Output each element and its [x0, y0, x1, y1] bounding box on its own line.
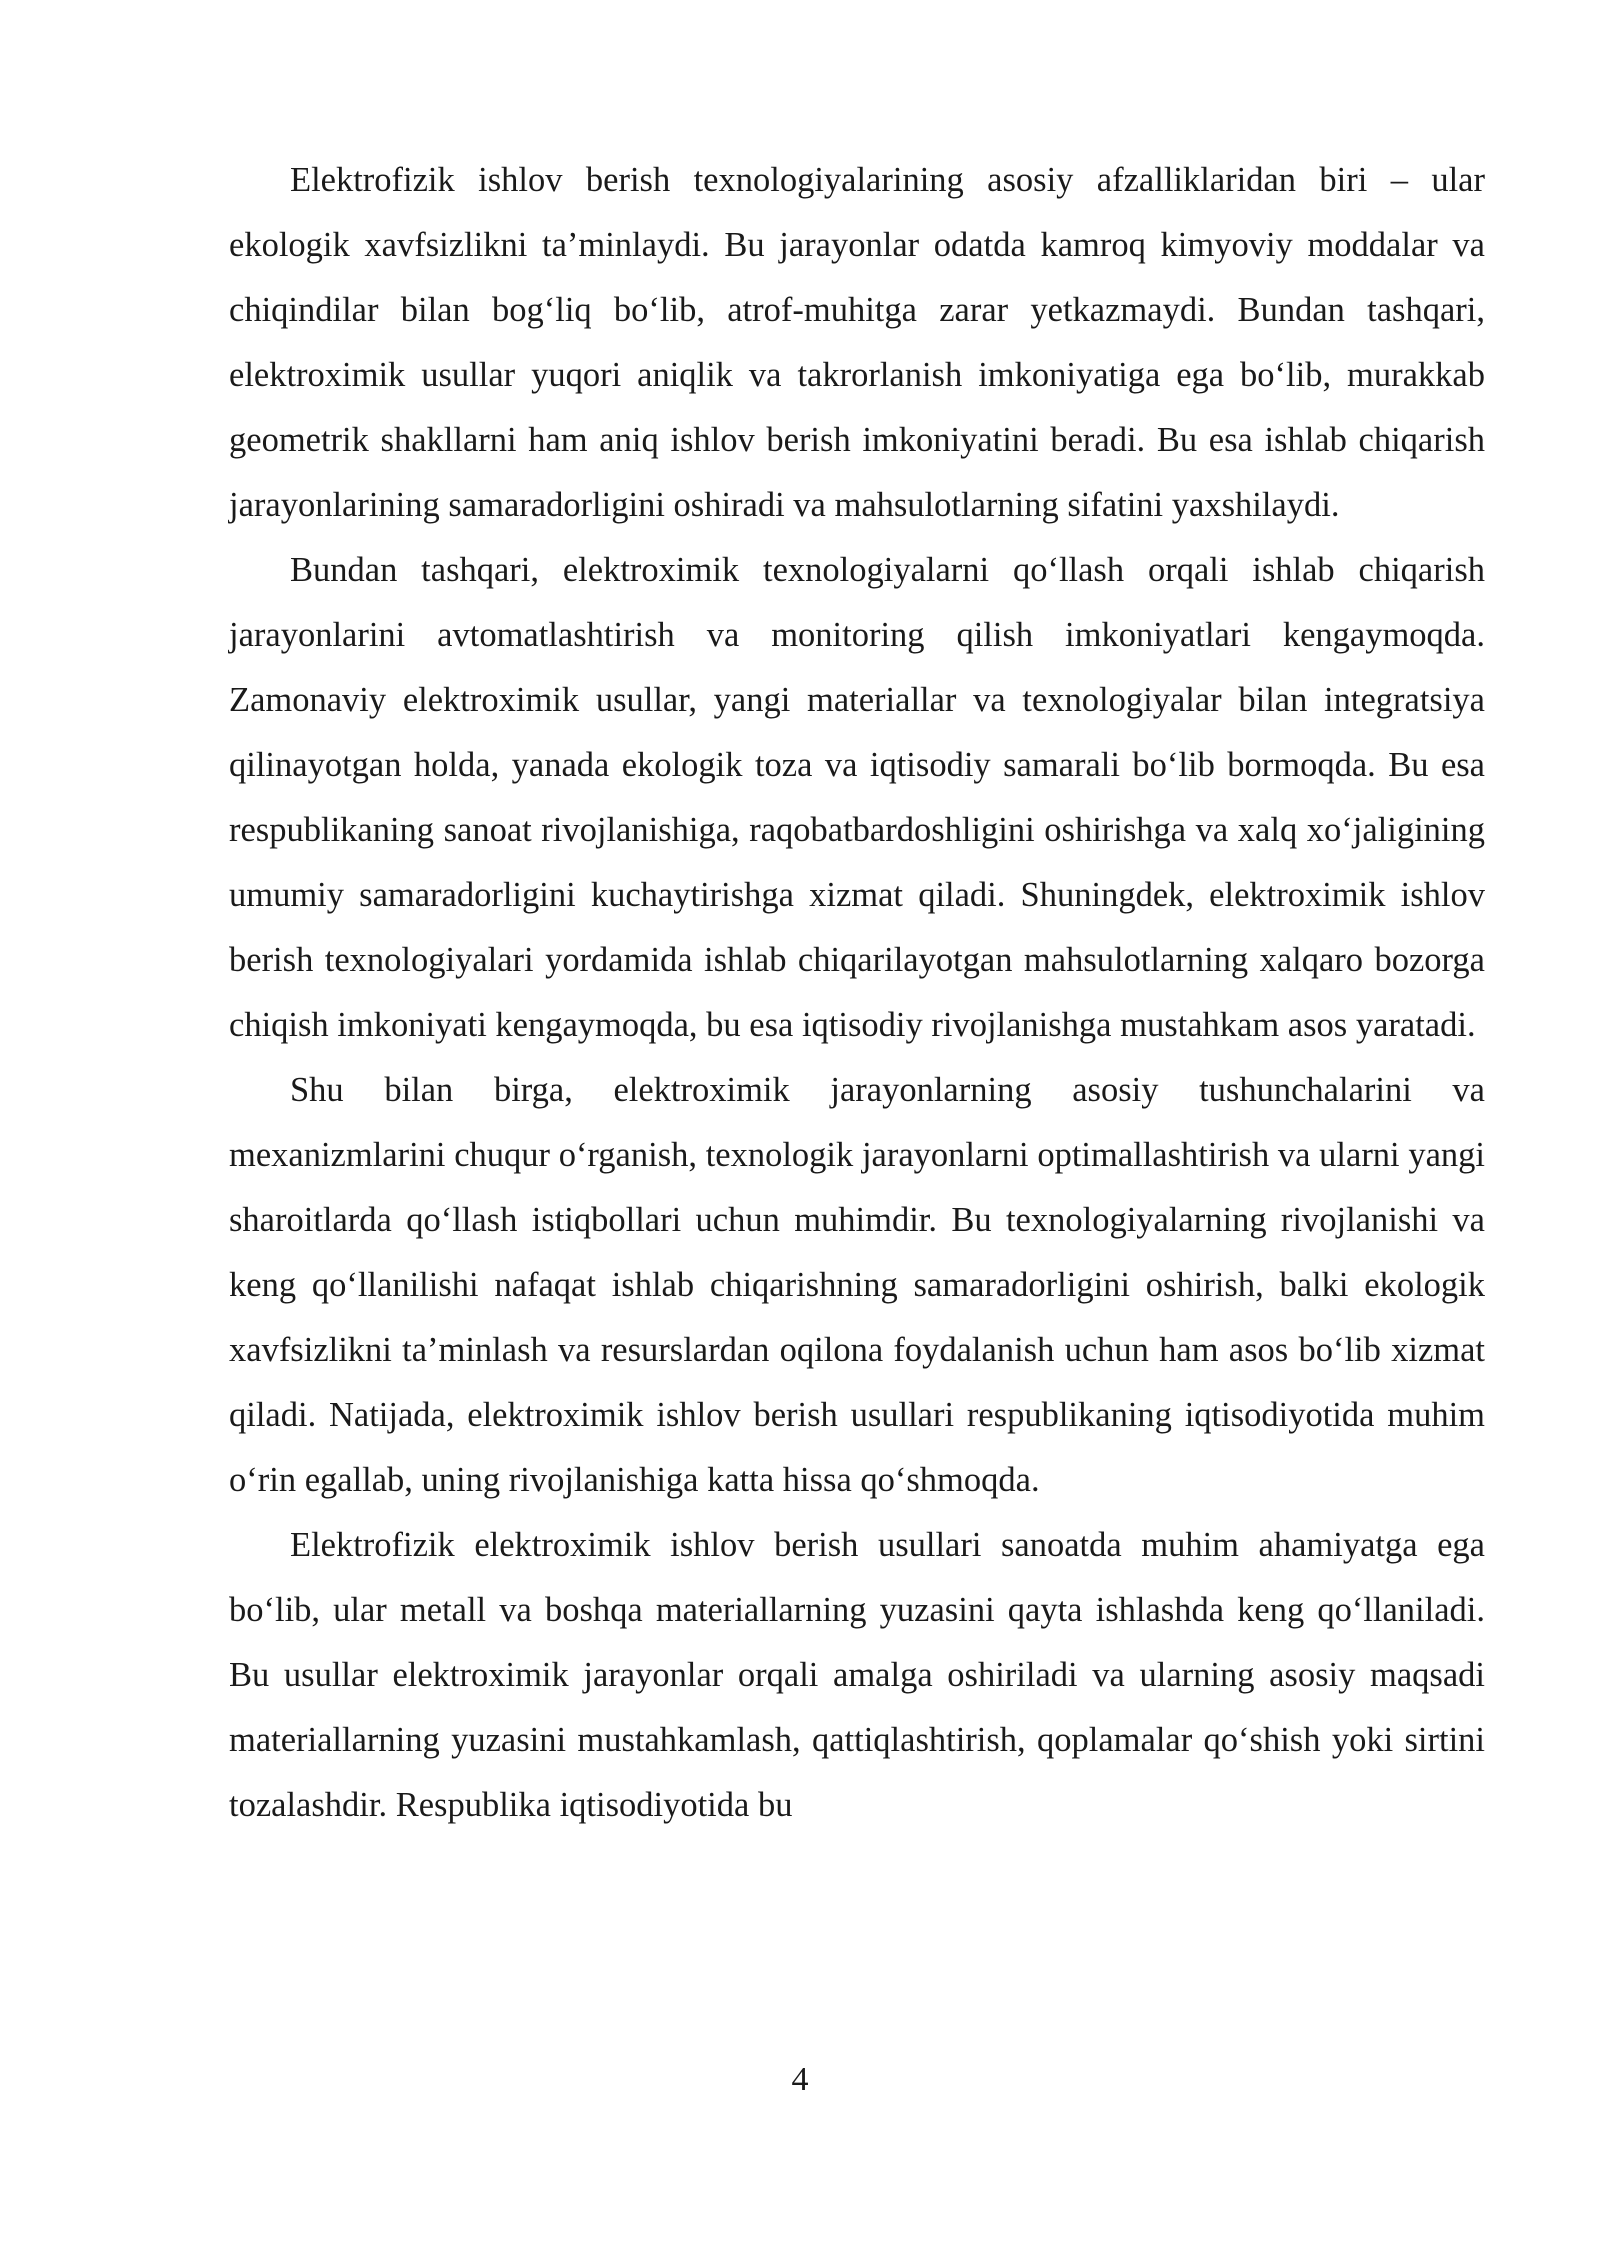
paragraph-4: Elektrofizik elektroximik ishlov berish usullari sanoatda muhim ahamiyatga ega bo‘lib, ular metall va boshqa materiallarning yuzasini qayta ishlashda keng qo‘llaniladi. Bu usullar elektroximik jarayonlar orqali amalga oshiriladi va ularning asosiy maqsadi materiallarning yuzasini mustahkamlash, qattiqlashtirish, qoplamalar qo‘shish yoki sirtini tozalashdir. Respublika iqtisodiyotida bu	[229, 1526, 1485, 1824]
paragraph-2: Bundan tashqari, elektroximik texnologiyalarni qo‘llash orqali ishlab chiqarish jarayonlarini avtomatlashtirish va monitoring qilish imkoniyatlari kengaymoqda. Zamonaviy elektroximik usullar, yangi materiallar va texnologiyalar bilan integratsiya qilinayotgan holda, yanada ekologik toza va iqtisodiy samarali bo‘lib bormoqda. Bu esa respublikaning sanoat rivojlanishiga, raqobatbardoshligini oshirishga va xalq xo‘jaligining umumiy samaradorligini kuchaytirishga xizmat qiladi. Shuningdek, elektroximik ishlov berish texnologiyalari yordamida ishlab chiqarilayotgan mahsulotlarning xalqaro bozorga chiqish imkoniyati kengaymoqda, bu esa iqtisodiy rivojlanishga mustahkam asos yaratadi.	[229, 551, 1485, 1044]
page-number: 4	[791, 2061, 809, 2098]
paragraph-1: Elektrofizik ishlov berish texnologiyalarining asosiy afzalliklaridan biri – ular ekologik xavfsizlikni ta’minlaydi. Bu jarayonlar odatda kamroq kimyoviy moddalar va chiqindilar bilan bog‘liq bo‘lib, atrof-muhitga zarar yetkazmaydi. Bundan tashqari, elektroximik usullar yuqori aniqlik va takrorlanish imkoniyatiga ega bo‘lib, murakkab geometrik shakllarni ham aniq ishlov berish imkoniyatini beradi. Bu esa ishlab chiqarish jarayonlarining samaradorligini oshiradi va mahsulotlarning sifatini yaxshilaydi.	[229, 161, 1485, 524]
paragraph-3: Shu bilan birga, elektroximik jarayonlarning asosiy tushunchalarini va mexanizmlarini chuqur o‘rganish, texnologik jarayonlarni optimallashtirish va ularni yangi sharoitlarda qo‘llash istiqbollari uchun muhimdir. Bu texnologiyalarning rivojlanishi va keng qo‘llanilishi nafaqat ishlab chiqarishning samaradorligini oshirish, balki ekologik xavfsizlikni ta’minlash va resurslardan oqilona foydalanish uchun ham asos bo‘lib xizmat qiladi. Natijada, elektroximik ishlov berish usullari respublikaning iqtisodiyotida muhim o‘rin egallab, uning rivojlanishiga katta hissa qo‘shmoqda.	[229, 1071, 1485, 1499]
body-text	[229, 148, 1485, 1838]
